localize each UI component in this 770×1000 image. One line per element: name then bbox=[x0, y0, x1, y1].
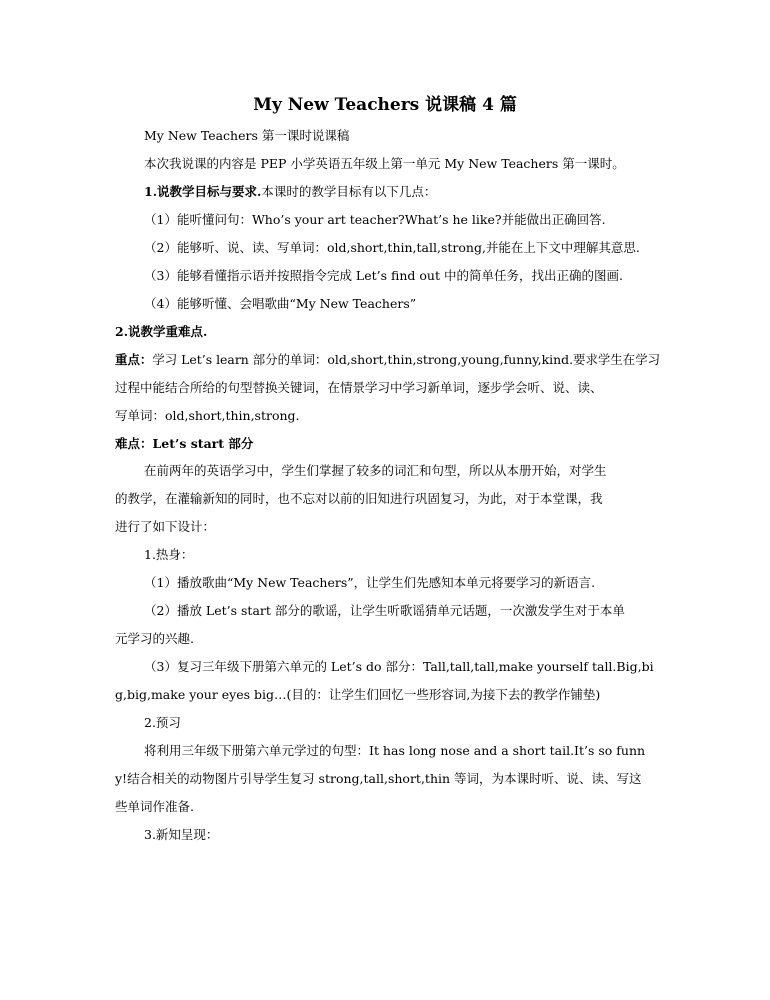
key-points-label: 重点： bbox=[115, 352, 153, 367]
preview-line-1: 将利用三年级下册第六单元学过的句型：It has long nose and a short tail.It’s so funn bbox=[144, 743, 646, 758]
document-title: My New Teachers 说课稿 4 篇 bbox=[253, 95, 517, 115]
step-preview-heading: 2.预习 bbox=[144, 715, 181, 730]
key-points-line-3: 写单词：old,short,thin,strong. bbox=[115, 408, 300, 423]
warmup-item-2: （2）播放 Let’s start 部分的歌谣，让学生听歌谣猜单元话题，一次激发学生对于本单 bbox=[144, 603, 625, 618]
key-points-text: 学习 Let’s learn 部分的单词：old,short,thin,strong,young,funny,kind.要求学生在学习 bbox=[152, 352, 661, 367]
goal-item-4: （4）能够听懂、会唱歌曲“My New Teachers” bbox=[144, 296, 417, 311]
design-paragraph-line-2: 的教学，在灌输新知的同时，也不忘对以前的旧知进行巩固复习，为此，对于本堂课，我 bbox=[115, 491, 603, 506]
goal-item-1: （1）能听懂问句：Who’s your art teacher?What’s he like?并能做出正确回答. bbox=[144, 212, 606, 227]
preview-line-3: 些单词作准备. bbox=[115, 799, 194, 814]
step-warmup-heading: 1.热身： bbox=[144, 547, 194, 562]
step-presentation-heading: 3.新知呈现： bbox=[144, 827, 219, 842]
goal-item-2: （2）能够听、说、读、写单词：old,short,thin,tall,strong,并能在上下文中理解其意思. bbox=[144, 240, 640, 255]
difficult-points-heading: 难点：Let’s start 部分 bbox=[115, 436, 254, 451]
warmup-item-3: （3）复习三年级下册第六单元的 Let’s do 部分：Tall,tall,tall,make yourself tall.Big,bi bbox=[144, 659, 654, 674]
design-paragraph-line-1: 在前两年的英语学习中，学生们掌握了较多的词汇和句型，所以从本册开始，对学生 bbox=[144, 463, 607, 478]
warmup-item-1: （1）播放歌曲“My New Teachers”，让学生们先感知本单元将要学习的新语言. bbox=[144, 575, 596, 590]
goal-item-3: （3）能够看懂指示语并按照指令完成 Let’s find out 中的简单任务，找出正确的图画. bbox=[144, 268, 623, 283]
subtitle-line: My New Teachers 第一课时说课稿 bbox=[144, 128, 350, 143]
design-paragraph-line-3: 进行了如下设计： bbox=[115, 519, 216, 534]
warmup-item-3-cont: g,big,make your eyes big…(目的：让学生们回忆一些形容词,为接下去的教学作铺垫) bbox=[115, 687, 601, 702]
section-goals-heading: 1.说教学目标与要求. bbox=[144, 184, 262, 199]
preview-line-2: y!结合相关的动物图片引导学生复习 strong,tall,short,thin 等词，为本课时听、说、读、写这 bbox=[115, 771, 642, 786]
warmup-item-2-cont: 元学习的兴趣. bbox=[115, 631, 194, 646]
key-points-line-2: 过程中能结合所给的句型替换关键词，在情景学习中学习新单词，逐步学会听、说、读、 bbox=[115, 380, 603, 395]
section-goals-text: 本课时的教学目标有以下几点： bbox=[261, 184, 437, 199]
section-key-points-heading: 2.说教学重难点. bbox=[115, 324, 208, 339]
intro-line: 本次我说课的内容是 PEP 小学英语五年级上第一单元 My New Teachers 第一课时。 bbox=[144, 156, 625, 171]
section-goals bbox=[144, 183, 436, 201]
key-points-line-1 bbox=[115, 351, 660, 369]
